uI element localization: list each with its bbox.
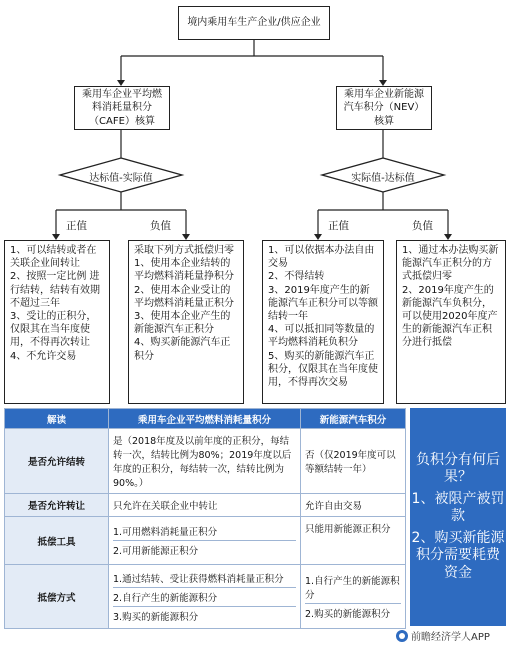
consequence-answer-2: 2、购买新能源积分需要耗费资金	[411, 529, 505, 581]
row-label: 抵偿方式	[5, 565, 109, 629]
table-header-cell: 乘用车企业平均燃料消耗量积分	[109, 409, 301, 429]
cell-line: 1.通过结转、受让获得燃料消耗量正积分	[113, 569, 296, 588]
cafe-cell	[109, 494, 301, 517]
row-label: 是否允许转让	[5, 494, 109, 517]
cafe-cell	[109, 565, 301, 629]
cell-line: 2.购买的新能源积分	[305, 609, 391, 620]
table-row	[5, 429, 406, 494]
table-header-cell: 解读	[5, 409, 109, 429]
cafe-positive-rules: 1、可以结转或者在关联企业间转让 2、按照一定比例 进行结转，结转有效期不超过三年 3、受让的正积分，仅限其在当年度使用，不得再次转让 4、不允许交易	[4, 240, 110, 404]
table-header-cell: 新能源汽车积分	[301, 409, 406, 429]
top-box	[178, 6, 330, 40]
cell-line: 允许自由交易	[305, 501, 363, 512]
nev-cell	[301, 517, 406, 565]
cell-line: 1.自行产生的新能源积分	[305, 571, 401, 604]
nev-box	[336, 86, 432, 130]
cell-line: 3.购买的新能源积分	[113, 611, 199, 623]
nev-negative-label: 负值	[412, 220, 433, 232]
top-box-text: 境内乘用车生产企业/供应企业	[187, 17, 321, 29]
cafe-positive-label: 正值	[66, 220, 87, 232]
cell-line: 2.可用新能源正积分	[113, 546, 199, 557]
cafe-cell	[109, 517, 301, 565]
table-row	[5, 494, 406, 517]
nev-cell	[301, 429, 406, 494]
table-row	[5, 565, 406, 629]
table-row	[5, 517, 406, 565]
row-label: 抵偿工具	[5, 517, 109, 565]
cell-line: 否（仅2019年度可以等额结转一年）	[305, 450, 396, 475]
row-label: 是否允许结转	[5, 429, 109, 494]
cell-line: 2.自行产生的新能源积分	[113, 588, 296, 607]
footer	[396, 628, 490, 643]
comparison-table	[4, 408, 406, 629]
nev-negative-rules: 1、通过本办法购买新能源汽车正积分的方式抵偿归零 2、2019年度产生的新能源汽车负积分，可以使用2020年度产生的新能源汽车正积分进行抵偿	[396, 240, 506, 404]
table-header-row	[5, 409, 406, 429]
footer-text: 前瞻经济学人APP	[411, 632, 490, 643]
consequence-question: 负积分有何后果？	[416, 451, 500, 486]
cafe-box-text: 乘用车企业平均燃料消耗量积分（CAFE）核算	[82, 89, 162, 127]
nev-diamond-label: 实际值-达标值	[351, 173, 415, 184]
cell-line: 只能用新能源正积分	[305, 524, 391, 535]
nev-positive-rules: 1、可以依据本办法自由交易 2、不得结转 3、2019年度产生的新能源汽车正积分可以等额结转一年 4、可以抵扣同等数量的平均燃料消耗负积分 5、购买的新能源汽车正积分，仅限其在当年度使用，不得再次交易	[262, 240, 384, 404]
cafe-box	[74, 86, 170, 130]
cafe-cell	[109, 429, 301, 494]
consequence-panel	[410, 408, 506, 626]
cell-line: 只允许在关联企业中转让	[113, 501, 218, 512]
nev-cell	[301, 494, 406, 517]
consequence-answer-1: 1、被限产被罚款	[411, 490, 505, 525]
cafe-negative-rules: 采取下列方式抵偿归零 1、使用本企业结转的平均燃料消耗量挣积分 2、使用本企业受让的平均燃料消耗量正积分 3、使用本企业产生的新能源汽车正积分 4、购买新能源汽车正积分	[128, 240, 244, 404]
nev-positive-label: 正值	[328, 220, 349, 232]
cell-line: 1.可用燃料消耗量正积分	[113, 522, 296, 541]
nev-box-text: 乘用车企业新能源汽车积分（NEV）核算	[343, 89, 425, 127]
cell-line: 是（2018年度及以前年度的正积分，每结转一次，结转比例为80%；2019年度以后年度的正积分，每结转一次，结转比例为90%。）	[113, 436, 292, 489]
cafe-negative-label: 负值	[150, 220, 171, 232]
nev-cell	[301, 565, 406, 629]
logo-icon	[396, 630, 408, 642]
cafe-diamond-label: 达标值-实际值	[89, 173, 153, 184]
